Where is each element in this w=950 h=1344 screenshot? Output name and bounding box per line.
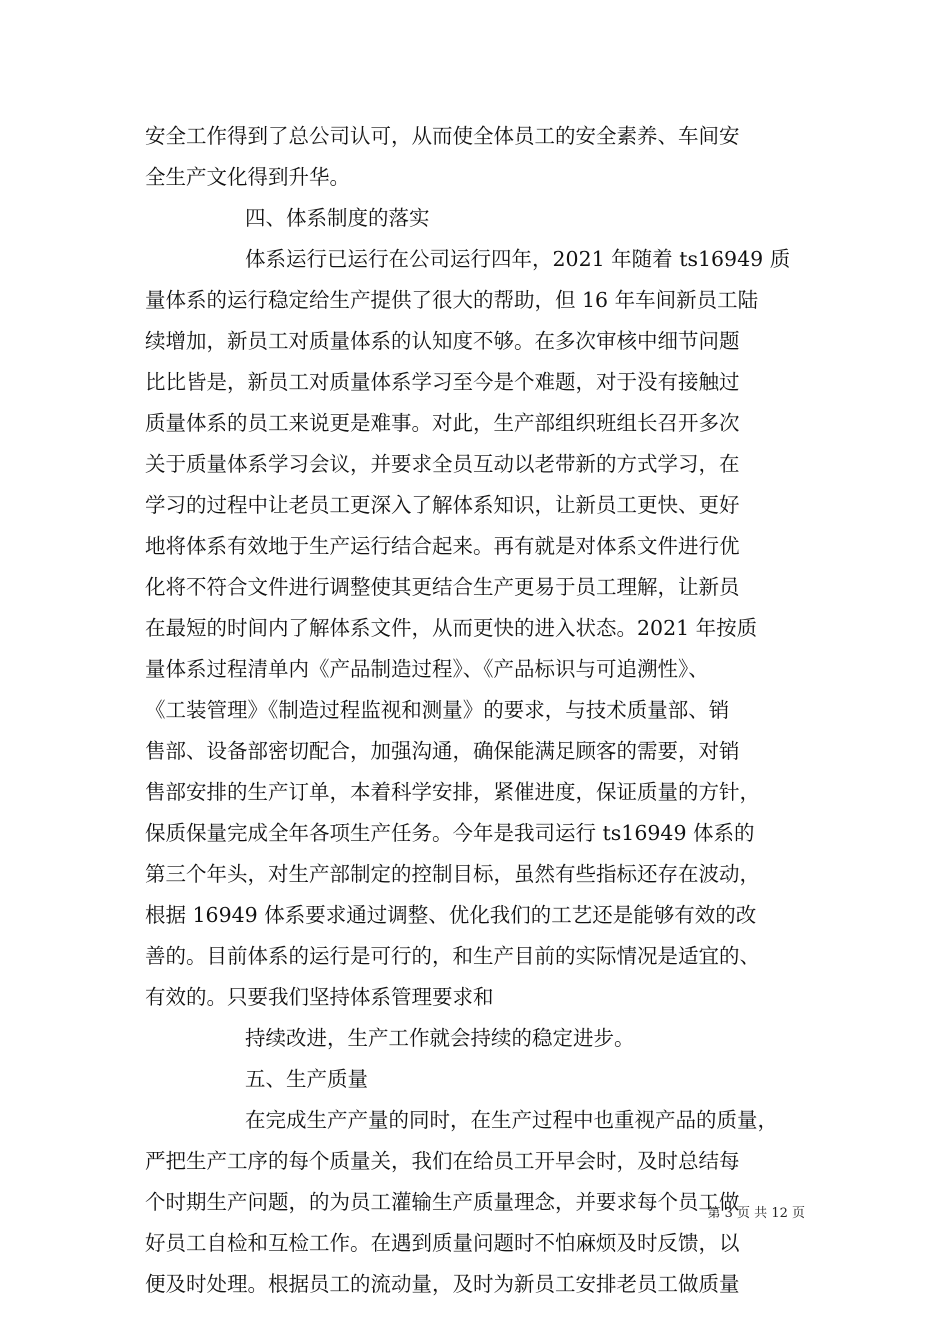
body-line: 学习的过程中让老员工更深入了解体系知识，让新员工更快、更好 (145, 493, 740, 517)
document-body (145, 116, 815, 1305)
body-line: 第三个年头，对生产部制定的控制目标，虽然有些指标还存在波动， (145, 862, 760, 886)
body-line: 好员工自检和互检工作。在遇到质量问题时不怕麻烦及时反馈，以 (145, 1231, 740, 1255)
body-line: 全生产文化得到升华。 (145, 165, 350, 189)
body-line: 化将不符合文件进行调整使其更结合生产更易于员工理解，让新员 (145, 575, 740, 599)
page-number-footer: 第 3 页 共 12 页 (707, 1206, 805, 1221)
body-line: 在最短的时间内了解体系文件，从而更快的进入状态。2021 年按质 (145, 616, 758, 640)
body-line: 便及时处理。根据员工的流动量，及时为新员工安排老员工做质量 (145, 1272, 740, 1296)
body-line: 售部安排的生产订单，本着科学安排，紧催进度，保证质量的方针， (145, 780, 760, 804)
body-line: 根据 16949 体系要求通过调整、优化我们的工艺还是能够有效的改 (145, 903, 757, 927)
body-line: 续增加，新员工对质量体系的认知度不够。在多次审核中细节问题 (145, 329, 740, 353)
paragraph-first-line: 在完成生产产量的同时，在生产过程中也重视产品的质量， (245, 1108, 778, 1132)
body-line: 量体系的运行稳定给生产提供了很大的帮助，但 16 年车间新员工陆 (145, 288, 759, 312)
body-line: 安全工作得到了总公司认可，从而使全体员工的安全素养、车间安 (145, 124, 740, 148)
body-line: 有效的。只要我们坚持体系管理要求和 (145, 985, 494, 1009)
section-heading: 五、生产质量 (245, 1067, 368, 1091)
paragraph-first-line: 体系运行已运行在公司运行四年，2021 年随着 ts16949 质 (245, 247, 791, 271)
body-line: 比比皆是，新员工对质量体系学习至今是个难题，对于没有接触过 (145, 370, 740, 394)
body-line: 质量体系的员工来说更是难事。对此，生产部组织班组长召开多次 (145, 411, 740, 435)
section-heading: 四、体系制度的落实 (245, 206, 430, 230)
body-line: 严把生产工序的每个质量关，我们在给员工开早会时，及时总结每 (145, 1149, 740, 1173)
body-line: 地将体系有效地于生产运行结合起来。再有就是对体系文件进行优 (145, 534, 740, 558)
paragraph-first-line: 持续改进，生产工作就会持续的稳定进步。 (245, 1026, 635, 1050)
body-line: 关于质量体系学习会议，并要求全员互动以老带新的方式学习，在 (145, 452, 740, 476)
body-line: 保质保量完成全年各项生产任务。今年是我司运行 ts16949 体系的 (145, 821, 755, 845)
body-line: 《工装管理》《制造过程监视和测量》的要求，与技术质量部、销 (145, 698, 730, 722)
body-line: 个时期生产问题，的为员工灌输生产质量理念，并要求每个员工做 (145, 1190, 740, 1214)
body-line: 善的。目前体系的运行是可行的，和生产目前的实际情况是适宜的、 (145, 944, 760, 968)
body-line: 量体系过程清单内《产品制造过程》、《产品标识与可追溯性》、 (145, 657, 709, 681)
body-line: 售部、设备部密切配合，加强沟通，确保能满足顾客的需要，对销 (145, 739, 740, 763)
